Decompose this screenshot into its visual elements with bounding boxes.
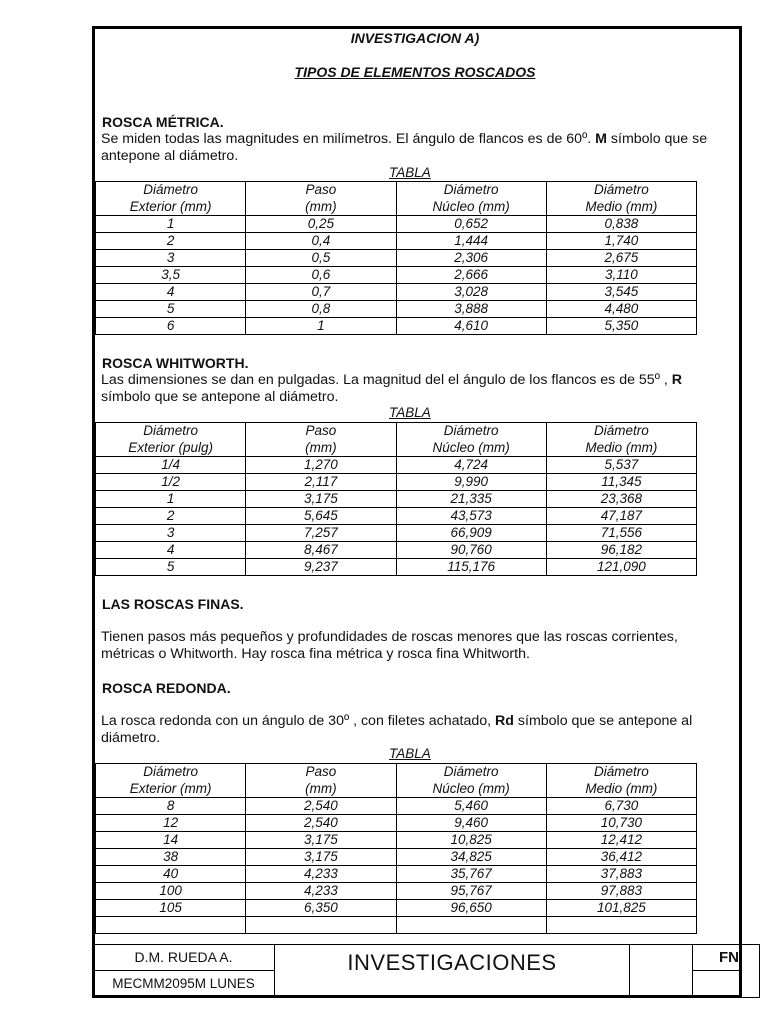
column-header: Diámetro Núcleo (mm): [396, 423, 546, 457]
table-cell: 2,540: [246, 815, 396, 832]
table-cell: 3,545: [546, 284, 696, 301]
metrica-text: Se miden todas las magnitudes en milímetros. El ángulo de flancos es de 60º. M símbolo que se antepone al diámetro.: [101, 131, 708, 164]
table-cell: 7,257: [246, 525, 396, 542]
table-cell: 0,4: [246, 233, 396, 250]
table-cell: 5: [96, 301, 246, 318]
metrica-caption: TABLA: [389, 165, 431, 180]
redonda-caption: TABLA: [389, 746, 431, 761]
table-cell: 21,335: [396, 491, 546, 508]
table-cell: 35,767: [396, 866, 546, 883]
finas-heading: LAS ROSCAS FINAS.: [102, 596, 244, 612]
redonda-table: [95, 763, 697, 934]
table-row: [96, 815, 697, 832]
table-row: [96, 525, 697, 542]
table-cell: 3,028: [396, 284, 546, 301]
table-row: [96, 233, 697, 250]
table-row: [96, 900, 697, 917]
table-cell: 1: [96, 216, 246, 233]
column-header: Diámetro Núcleo (mm): [396, 764, 546, 798]
table-cell: 1: [246, 318, 396, 335]
group-label: MECMM2095M LUNES: [112, 976, 255, 991]
table-cell: 2: [96, 233, 246, 250]
table-cell: 1,270: [246, 457, 396, 474]
table-cell: 3,175: [246, 491, 396, 508]
table-cell: 11,345: [546, 474, 696, 491]
table-cell: 14: [96, 832, 246, 849]
group-cell: [92, 970, 275, 998]
column-header: Diámetro Núcleo (mm): [396, 182, 546, 216]
table-cell: 4,480: [546, 301, 696, 318]
table-cell: 90,760: [396, 542, 546, 559]
table-cell: 1: [96, 491, 246, 508]
table-cell: 71,556: [546, 525, 696, 542]
table-cell: 2,675: [546, 250, 696, 267]
table-cell: 9,460: [396, 815, 546, 832]
table-row: [96, 849, 697, 866]
page-title: INVESTIGACION A): [350, 30, 480, 46]
table-row: [96, 250, 697, 267]
table-row: [96, 318, 697, 335]
table-row: [96, 474, 697, 491]
table-cell: 97,883: [546, 883, 696, 900]
blank-cell: [629, 944, 693, 998]
table-cell: 37,883: [546, 866, 696, 883]
table-cell: 12: [96, 815, 246, 832]
table-row: [96, 883, 697, 900]
table-cell: 4,724: [396, 457, 546, 474]
table-cell: 1/2: [96, 474, 246, 491]
table-cell: 3,888: [396, 301, 546, 318]
table-cell: 95,767: [396, 883, 546, 900]
table-row: [96, 216, 697, 233]
table-cell: 1/4: [96, 457, 246, 474]
table-cell: 2: [96, 508, 246, 525]
whitworth-caption: TABLA: [389, 405, 431, 420]
doc-title: INVESTIGACIONES: [347, 950, 557, 975]
table-cell: 6,730: [546, 798, 696, 815]
whitworth-text: Las dimensiones se dan en pulgadas. La magnitud del el ángulo de los flancos es de 55º , R símbolo que se antepone al diámetro.: [101, 372, 682, 405]
table-cell: 66,909: [396, 525, 546, 542]
column-header: Diámetro Medio (mm): [546, 764, 696, 798]
table-cell: 1,740: [546, 233, 696, 250]
table-cell: 0,652: [396, 216, 546, 233]
redonda-heading: ROSCA REDONDA.: [102, 680, 231, 696]
table-cell: 3: [96, 525, 246, 542]
table-cell: 4: [96, 284, 246, 301]
table-cell: 9,990: [396, 474, 546, 491]
column-header: Diámetro Medio (mm): [546, 423, 696, 457]
table-cell: 3,110: [546, 267, 696, 284]
table-cell: 2,540: [246, 798, 396, 815]
finas-text: Tienen pasos más pequeños y profundidades de roscas menores que las roscas corrientes, métricas o Whitworth. Hay rosca fina métrica y rosca fina Whitworth.: [101, 629, 678, 662]
author-cell: [92, 944, 275, 971]
table-cell: 0,25: [246, 216, 396, 233]
table-cell: [546, 917, 696, 934]
table-row: [96, 559, 697, 576]
table-cell: 2,306: [396, 250, 546, 267]
table-cell: 5,537: [546, 457, 696, 474]
table-cell: 6: [96, 318, 246, 335]
column-header: Diámetro Exterior (mm): [96, 764, 246, 798]
redonda-text: La rosca redonda con un ángulo de 30º , con filetes achatado, Rd símbolo que se antepone al diámetro.: [101, 713, 693, 746]
table-cell: 0,6: [246, 267, 396, 284]
whitworth-table: [95, 422, 697, 576]
table-row: [96, 917, 697, 934]
column-header: Diámetro Medio (mm): [546, 182, 696, 216]
table-cell: 1,444: [396, 233, 546, 250]
whitworth-symbol: R: [671, 372, 682, 388]
table-cell: 36,412: [546, 849, 696, 866]
redonda-symbol: Rd: [495, 713, 514, 729]
metrica-table: [95, 181, 697, 335]
table-row: [96, 301, 697, 318]
table-cell: 8: [96, 798, 246, 815]
table-cell: 5,350: [546, 318, 696, 335]
table-cell: [396, 917, 546, 934]
author-name: D.M. RUEDA A.: [134, 949, 233, 965]
whitworth-heading: ROSCA WHITWORTH.: [102, 355, 249, 371]
table-cell: 34,825: [396, 849, 546, 866]
doc-title-cell: [274, 944, 630, 998]
edge-cell: [741, 944, 760, 998]
table-cell: 8,467: [246, 542, 396, 559]
table-cell: 4,233: [246, 883, 396, 900]
table-cell: 10,825: [396, 832, 546, 849]
table-cell: 47,187: [546, 508, 696, 525]
table-row: [96, 798, 697, 815]
column-header: Paso (mm): [246, 182, 396, 216]
table-cell: 121,090: [546, 559, 696, 576]
table-cell: 2,117: [246, 474, 396, 491]
column-header: Paso (mm): [246, 764, 396, 798]
table-cell: 4,610: [396, 318, 546, 335]
table-cell: 0,8: [246, 301, 396, 318]
table-cell: 5,645: [246, 508, 396, 525]
table-cell: 6,350: [246, 900, 396, 917]
table-row: [96, 542, 697, 559]
column-header: Diámetro Exterior (mm): [96, 182, 246, 216]
metrica-symbol: M: [595, 131, 607, 147]
table-cell: 96,182: [546, 542, 696, 559]
page-subtitle: TIPOS DE ELEMENTOS ROSCADOS: [294, 64, 536, 80]
table-cell: 100: [96, 883, 246, 900]
table-cell: 3: [96, 250, 246, 267]
table-cell: 101,825: [546, 900, 696, 917]
table-cell: 4,233: [246, 866, 396, 883]
column-header: Paso (mm): [246, 423, 396, 457]
table-row: [96, 508, 697, 525]
table-cell: 10,730: [546, 815, 696, 832]
table-cell: 23,368: [546, 491, 696, 508]
column-header: Diámetro Exterior (pulg): [96, 423, 246, 457]
title-block: [92, 944, 760, 998]
table-cell: 5,460: [396, 798, 546, 815]
table-cell: 3,175: [246, 832, 396, 849]
table-cell: 2,666: [396, 267, 546, 284]
table-cell: 3,5: [96, 267, 246, 284]
table-cell: 12,412: [546, 832, 696, 849]
table-cell: 40: [96, 866, 246, 883]
table-row: [96, 866, 697, 883]
table-cell: 0,838: [546, 216, 696, 233]
table-cell: 5: [96, 559, 246, 576]
table-cell: 9,237: [246, 559, 396, 576]
table-cell: 3,175: [246, 849, 396, 866]
table-cell: 105: [96, 900, 246, 917]
table-cell: 43,573: [396, 508, 546, 525]
table-row: [96, 267, 697, 284]
table-cell: 0,7: [246, 284, 396, 301]
table-row: [96, 491, 697, 508]
table-row: [96, 457, 697, 474]
table-cell: 96,650: [396, 900, 546, 917]
table-cell: [246, 917, 396, 934]
table-cell: 115,176: [396, 559, 546, 576]
table-row: [96, 832, 697, 849]
table-row: [96, 284, 697, 301]
table-cell: 4: [96, 542, 246, 559]
table-cell: [96, 917, 246, 934]
table-cell: 0,5: [246, 250, 396, 267]
metrica-heading: ROSCA MÉTRICA.: [102, 114, 224, 130]
table-cell: 38: [96, 849, 246, 866]
code-label: FN: [719, 949, 739, 966]
code-top-cell: [692, 944, 742, 971]
